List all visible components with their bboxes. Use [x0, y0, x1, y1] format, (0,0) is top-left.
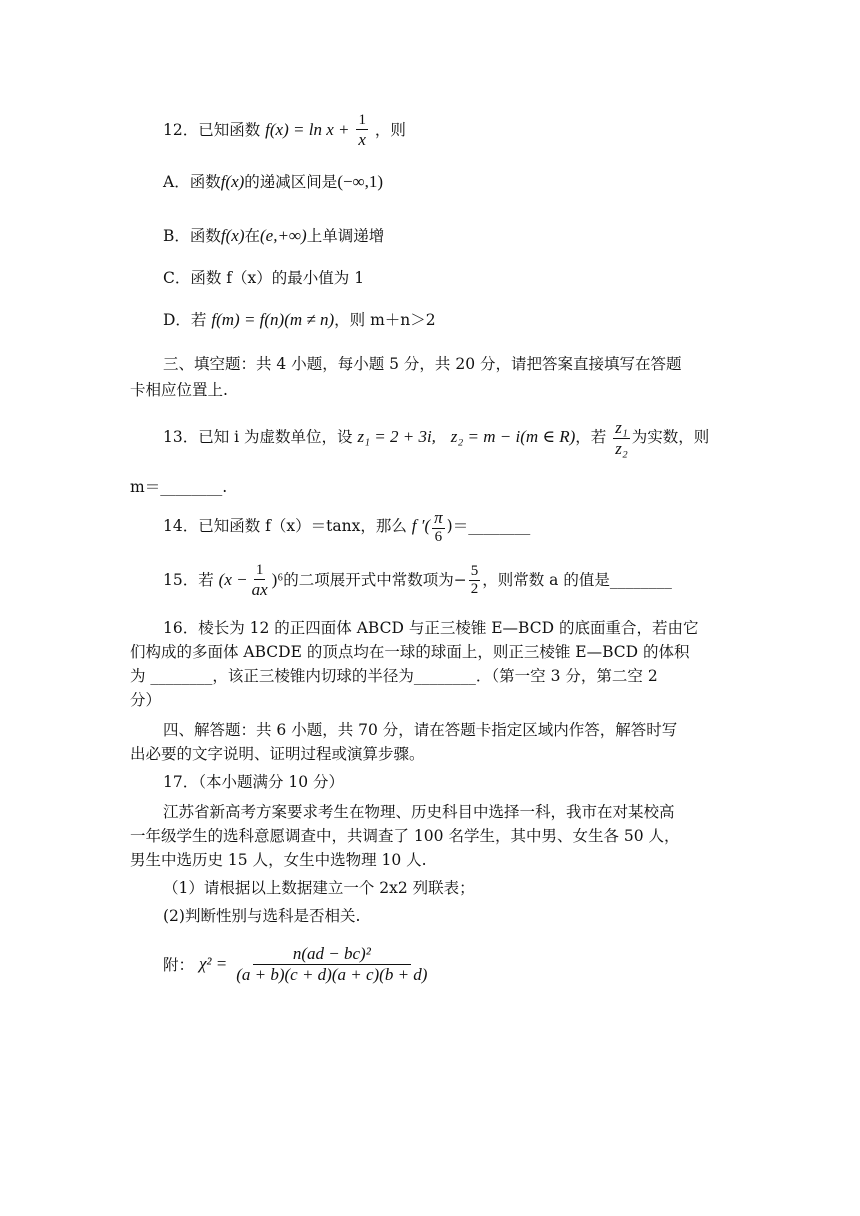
- function-definition: f(x) = ln x +: [265, 119, 350, 139]
- question-17-subquestion-2: (2)判断性别与选科是否相关.: [163, 907, 361, 925]
- question-15-stem: 15．若 (x − $\frac{1}{ax}$ )⁶的二项展开式中常数项为− $\frac{5}{2}$ ，则常数 a 的值是________: [163, 562, 672, 600]
- fraction-z1-over-z2: $\frac{\text{z₁}}{\text{z₂}}$: [615, 418, 628, 458]
- question-17-subquestion-1: （1）请根据以上数据建立一个 2x2 列联表；: [163, 879, 475, 897]
- question-12-stem: 12．已知函数 f(x) = ln x + $\frac{1}{x}$ ，则: [163, 112, 406, 150]
- question-14-stem: 14．已知函数 f（x）＝tanx，那么 f ′( $\frac{\pi}{6}$ )＝________: [163, 508, 531, 545]
- chi-square-fraction: $\frac{\text{n(ad − bc)²}}{(a + b)(c + d)(a + c)(b + d)}$: [236, 944, 428, 984]
- question-13-stem: 13．已知 i 为虚数单位，设 z₁ = 2 + 3i, z₂ = m − i(m ∈ R)，若 $\frac{\text{z₁}}{\text{z₂}}$ 为实数，则: [163, 418, 710, 458]
- section-3-heading-line1: 三、填空题：共 4 小题，每小题 5 分，共 20 分，请把答案直接填写在答题: [163, 355, 682, 373]
- fraction-pi-over-6: $\frac{\pi}{6}$: [434, 508, 443, 545]
- question-16-line4: 分）: [130, 691, 162, 709]
- question-17-heading: 17．（本小题满分 10 分）: [163, 773, 345, 791]
- question-16-line2: 们构成的多面体 ABCDE 的顶点均在一球的球面上，则正三棱锥 E—BCD 的体积: [130, 643, 690, 661]
- question-12-option-b: B．函数f(x)在(e,+∞)上单调递增: [163, 226, 385, 245]
- question-12-option-d: D．若 f(m) = f(n)(m ≠ n)，则 m＋n＞2: [163, 310, 436, 329]
- question-12-option-c: C．函数 f（x）的最小值为 1: [163, 269, 365, 287]
- section-4-heading-line2: 出必要的文字说明、证明过程或演算步骤。: [130, 745, 425, 763]
- question-17-paragraph-line3: 男生中选历史 15 人，女生中选物理 10 人.: [130, 851, 427, 869]
- question-12-option-a: A．函数f(x)的递减区间是(−∞,1): [163, 172, 384, 191]
- fraction-one-over-x: $\frac{1}{x}$: [358, 112, 366, 150]
- section-4-heading-line1: 四、解答题：共 6 小题，共 70 分，请在答题卡指定区域内作答，解答时写: [163, 721, 678, 739]
- section-3-heading-line2: 卡相应位置上.: [130, 381, 228, 399]
- fraction-one-over-ax: $\frac{1}{ax}$: [251, 562, 268, 600]
- question-17-paragraph-line2: 一年级学生的选科意愿调查中，共调查了 100 名学生，其中男、女生各 50 人，: [130, 827, 680, 845]
- question-17-paragraph-line1: 江苏省新高考方案要求考生在物理、历史科目中选择一科，我市在对某校高: [163, 803, 675, 821]
- question-16-line3: 为 ________，该正三棱锥内切球的半径为________．（第一空 3 分，第二空 2: [130, 667, 658, 685]
- question-16-line1: 16．棱长为 12 的正四面体 ABCD 与正三棱锥 E—BCD 的底面重合，若由它: [163, 619, 699, 637]
- question-13-answer-line: m＝________.: [130, 478, 228, 496]
- chi-square-formula: 附： χ² = $\frac{\text{n(ad − bc)²}}{(a + b)(c + d)(a + c)(b + d)}$: [163, 944, 428, 984]
- fraction-five-halves: $\frac{5}{2}$: [470, 563, 479, 598]
